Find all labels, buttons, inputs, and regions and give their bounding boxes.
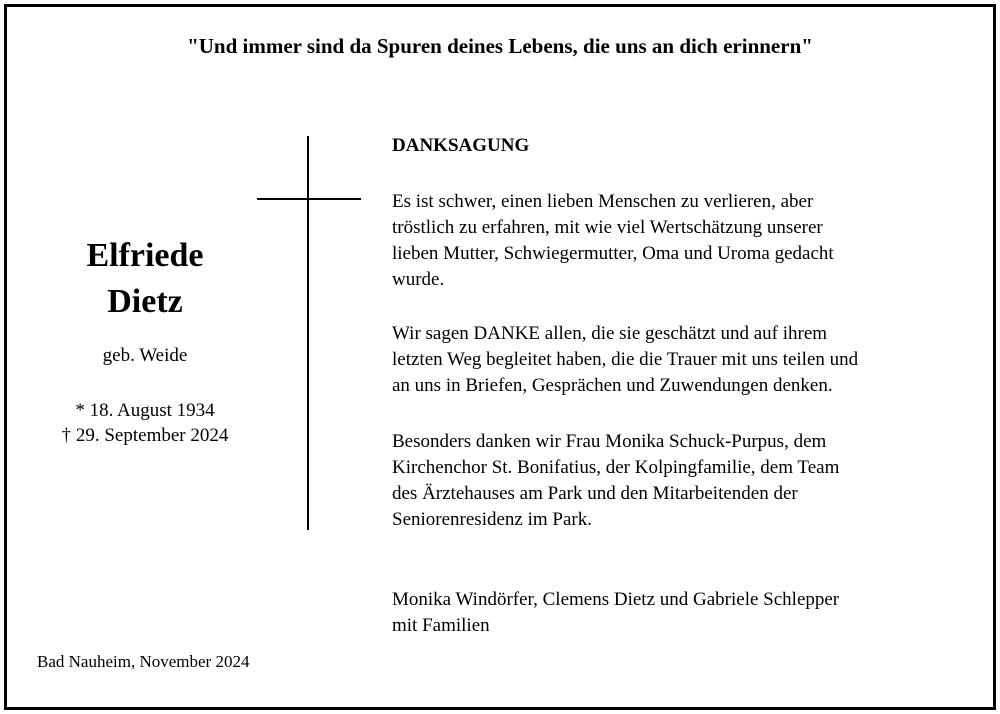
signature <box>392 587 972 639</box>
signature-line: Monika Windörfer, Clemens Dietz und Gabriele Schlepper <box>392 589 840 610</box>
life-dates <box>40 399 250 449</box>
cross-icon-horizontal <box>257 198 361 200</box>
paragraph-3 <box>392 429 972 533</box>
birth-name: geb. Weide <box>102 345 188 366</box>
heading-danksagung: DANKSAGUNG <box>392 135 530 156</box>
deceased-last-name: Dietz <box>107 283 183 320</box>
paragraph-2 <box>392 321 972 399</box>
paragraph-1 <box>392 189 972 293</box>
paragraph-line: Wir sagen DANKE allen, die sie geschätzt und auf ihrem <box>392 323 828 344</box>
cross-icon-vertical <box>307 136 309 530</box>
paragraph-line: letzten Weg begleitet haben, die die Trauer mit uns teilen und <box>392 349 859 370</box>
paragraph-line: Kirchenchor St. Bonifatius, der Kolpingfamilie, dem Team <box>392 457 840 478</box>
paragraph-line: lieben Mutter, Schwiegermutter, Oma und Uroma gedacht <box>392 243 834 264</box>
paragraph-line: Es ist schwer, einen lieben Menschen zu verlieren, aber <box>392 191 814 212</box>
birth-date: * 18. August 1934 <box>75 400 215 421</box>
paragraph-line: Besonders danken wir Frau Monika Schuck-Purpus, dem <box>392 431 827 452</box>
paragraph-line: des Ärztehauses am Park und den Mitarbeitenden der <box>392 483 798 504</box>
motto-quote: "Und immer sind da Spuren deines Lebens, die uns an dich erinnern" <box>187 34 813 58</box>
paragraph-line: wurde. <box>392 269 445 290</box>
paragraph-line: Seniorenresidenz im Park. <box>392 509 592 530</box>
death-date: † 29. September 2024 <box>61 425 229 446</box>
deceased-first-name: Elfriede <box>86 237 204 274</box>
paragraph-line: tröstlich zu erfahren, mit wie viel Wertschätzung unserer <box>392 217 823 238</box>
paragraph-line: an uns in Briefen, Gesprächen und Zuwendungen denken. <box>392 375 833 396</box>
place-date: Bad Nauheim, November 2024 <box>37 652 250 671</box>
signature-line: mit Familien <box>392 615 490 636</box>
